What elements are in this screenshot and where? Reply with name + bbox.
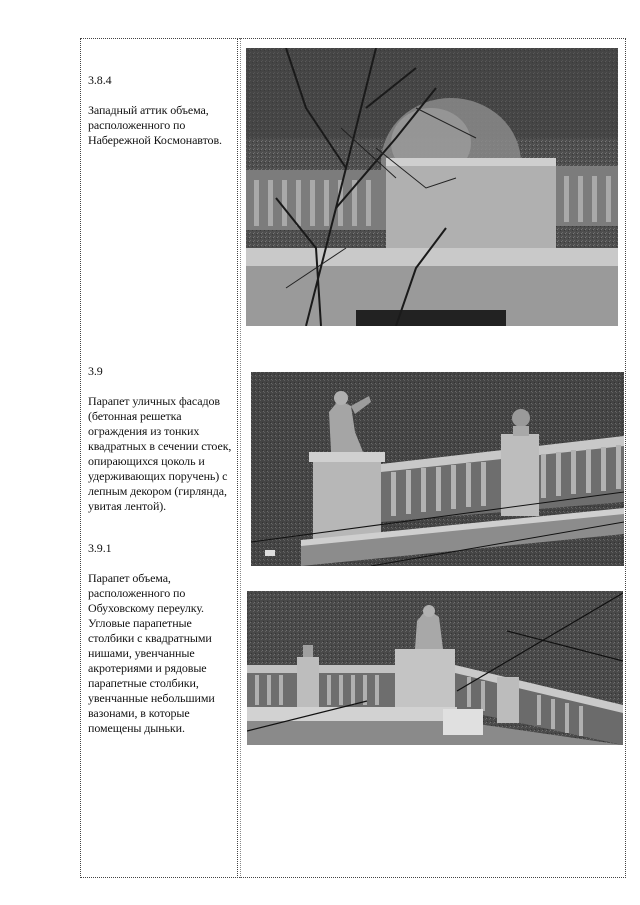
section-number: 3.8.4 — [88, 73, 112, 87]
section-number: 3.9 — [88, 364, 103, 378]
section-text: Парапет объема, расположенного по Обуховскому переулку. Угловые парапетные столбики с квадратными нишами, увенчанные акротериями и рядовые парапетные столбики, увенчанные небольшими вазонами, в которые помещены дыньки. — [88, 571, 215, 735]
parapet-street-facade-photo — [251, 372, 624, 566]
column-divider-inner — [240, 38, 241, 878]
section-3-8-4 — [88, 58, 238, 163]
section-text: Западный аттик объема, расположенного по Набережной Космонавтов. — [88, 103, 222, 147]
section-number: 3.9.1 — [88, 541, 112, 555]
parapet-obukhovsky-photo — [247, 591, 623, 745]
attic-sculpture-photo — [246, 48, 618, 326]
section-text: Парапет уличных фасадов (бетонная решетка ограждения из тонких квадратных в сечении стоек, опирающихся цоколь и удерживающих поручень) с лепным декором (гирлянда, увитая лентой). — [88, 394, 232, 513]
section-3-9 — [88, 349, 238, 529]
section-3-9-1 — [88, 526, 238, 751]
